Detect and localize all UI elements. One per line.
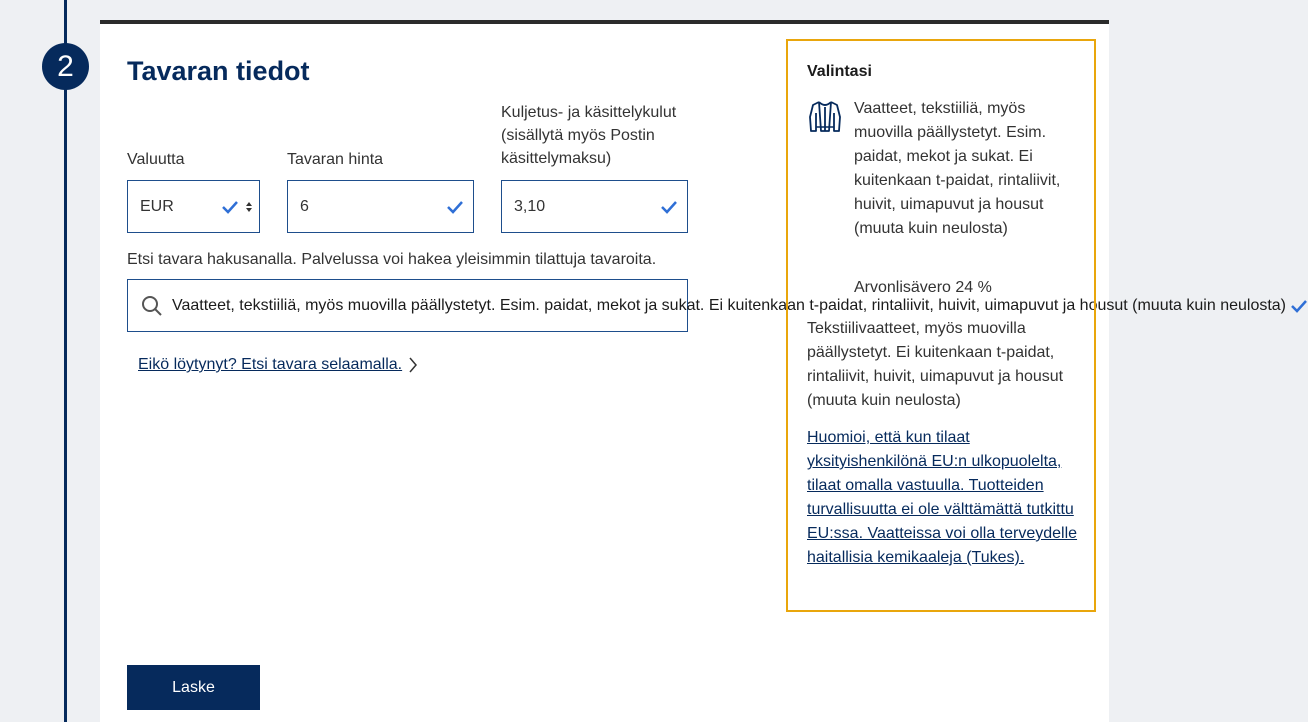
shirt-icon — [807, 99, 843, 140]
check-icon — [446, 200, 464, 214]
vat-rate: Arvonlisävero 24 % — [854, 279, 992, 296]
shipping-value: 3,10 — [514, 197, 546, 215]
price-label: Tavaran hinta — [287, 151, 384, 168]
selection-panel — [786, 39, 1096, 612]
search-label: Etsi tavara hakusanalla. Palvelussa voi hakea yleisimmin tilattuja tavaroita. — [127, 251, 657, 268]
section-title: Tavaran tiedot — [127, 56, 310, 86]
shipping-label-line: käsittelymaksu) — [501, 150, 612, 167]
timeline-line — [64, 0, 67, 722]
safety-warning-link[interactable]: Huomioi, että kun tilaat yksityishenkilönä EU:n ulkopuolelta, tilaat omalla vastuulla. Tuotteiden turvallisuutta ei ole välttämättä tutkittu EU:ssa. Vaatteissa voi olla terveydelle haitallisia kemikaaleja (Tukes). — [807, 429, 1078, 566]
currency-select[interactable] — [127, 180, 260, 233]
currency-label: Valuutta — [127, 151, 185, 168]
shipping-label-line: (sisällytä myös Postin — [501, 127, 655, 144]
shipping-cost-input[interactable] — [501, 180, 688, 233]
shipping-label — [501, 101, 676, 170]
check-icon — [1290, 299, 1308, 313]
step-number-badge: 2 — [42, 43, 89, 90]
selected-item-description: Vaatteet, tekstiiliä, myös muovilla päällystetyt. Esim. paidat, mekot ja sukat. Ei kuitenkaan t-paidat, rintaliivit, huivit, uimapuvut ja housut (muuta kuin neulosta) — [854, 100, 1061, 237]
sort-arrows-icon — [245, 201, 253, 213]
item-details-card — [100, 20, 1287, 722]
check-icon — [660, 200, 678, 214]
panel-title: Valintasi — [807, 63, 872, 80]
price-value: 6 — [300, 197, 309, 215]
search-icon — [140, 294, 164, 318]
browse-items-link[interactable] — [138, 356, 418, 374]
browse-link-label: Eikö löytynyt? Etsi tavara selaamalla. — [138, 356, 403, 373]
search-value: Vaatteet, tekstiiliä, myös muovilla päällystetyt. Esim. paidat, mekot ja sukat. Ei kuitenkaan t-paidat, rintaliivit, huivit, uimapuvut ja housut (muuta kuin neulosta) — [172, 296, 1287, 314]
calculate-button[interactable]: Laske — [127, 665, 260, 710]
currency-value: EUR — [140, 197, 174, 215]
shipping-label-line: Kuljetus- ja käsittelykulut — [501, 104, 677, 121]
category-text: Tekstiilivaatteet, myös muovilla päällystetyt. Ei kuitenkaan t-paidat, rintaliivit, huivit, uimapuvut ja housut (muuta kuin neulosta) — [807, 320, 1064, 409]
price-input[interactable] — [287, 180, 474, 233]
chevron-right-icon — [408, 357, 418, 373]
check-icon — [221, 200, 239, 214]
